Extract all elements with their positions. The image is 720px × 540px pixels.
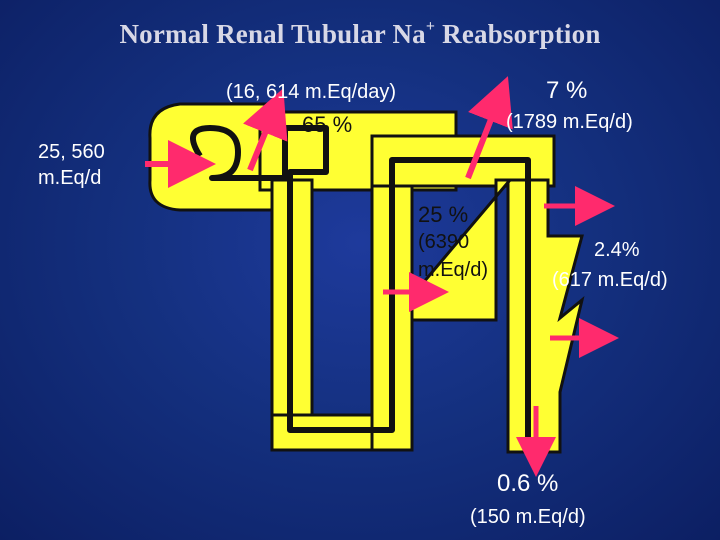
proximal-percent-label: 65 % xyxy=(302,112,353,137)
title-main: Normal Renal Tubular Na xyxy=(119,19,426,49)
loop-amount-line2: m.Eq/d) xyxy=(418,259,489,281)
excreted-percent-label: 0.6 % xyxy=(497,470,559,497)
excreted-amount-label: (150 m.Eq/d) xyxy=(470,506,586,528)
loop-percent-label: 25 % xyxy=(418,202,469,227)
loop-amount-line1: (6390 xyxy=(418,231,470,253)
filtered-unit-label: m.Eq/d xyxy=(38,167,102,189)
distal-amount-label: (617 m.Eq/d) xyxy=(552,269,668,291)
thick-ascending-percent-label: 7 % xyxy=(546,77,588,104)
title-rest: Reabsorption xyxy=(435,19,601,49)
title-superscript: + xyxy=(425,18,436,35)
thick-ascending-amount-label: (1789 m.Eq/d) xyxy=(506,111,633,133)
tubule xyxy=(150,104,582,452)
filtered-amount-label: 25, 560 xyxy=(38,141,105,163)
proximal-amount-label: (16, 614 m.Eq/day) xyxy=(226,81,397,103)
distal-percent-label: 2.4% xyxy=(594,239,640,261)
